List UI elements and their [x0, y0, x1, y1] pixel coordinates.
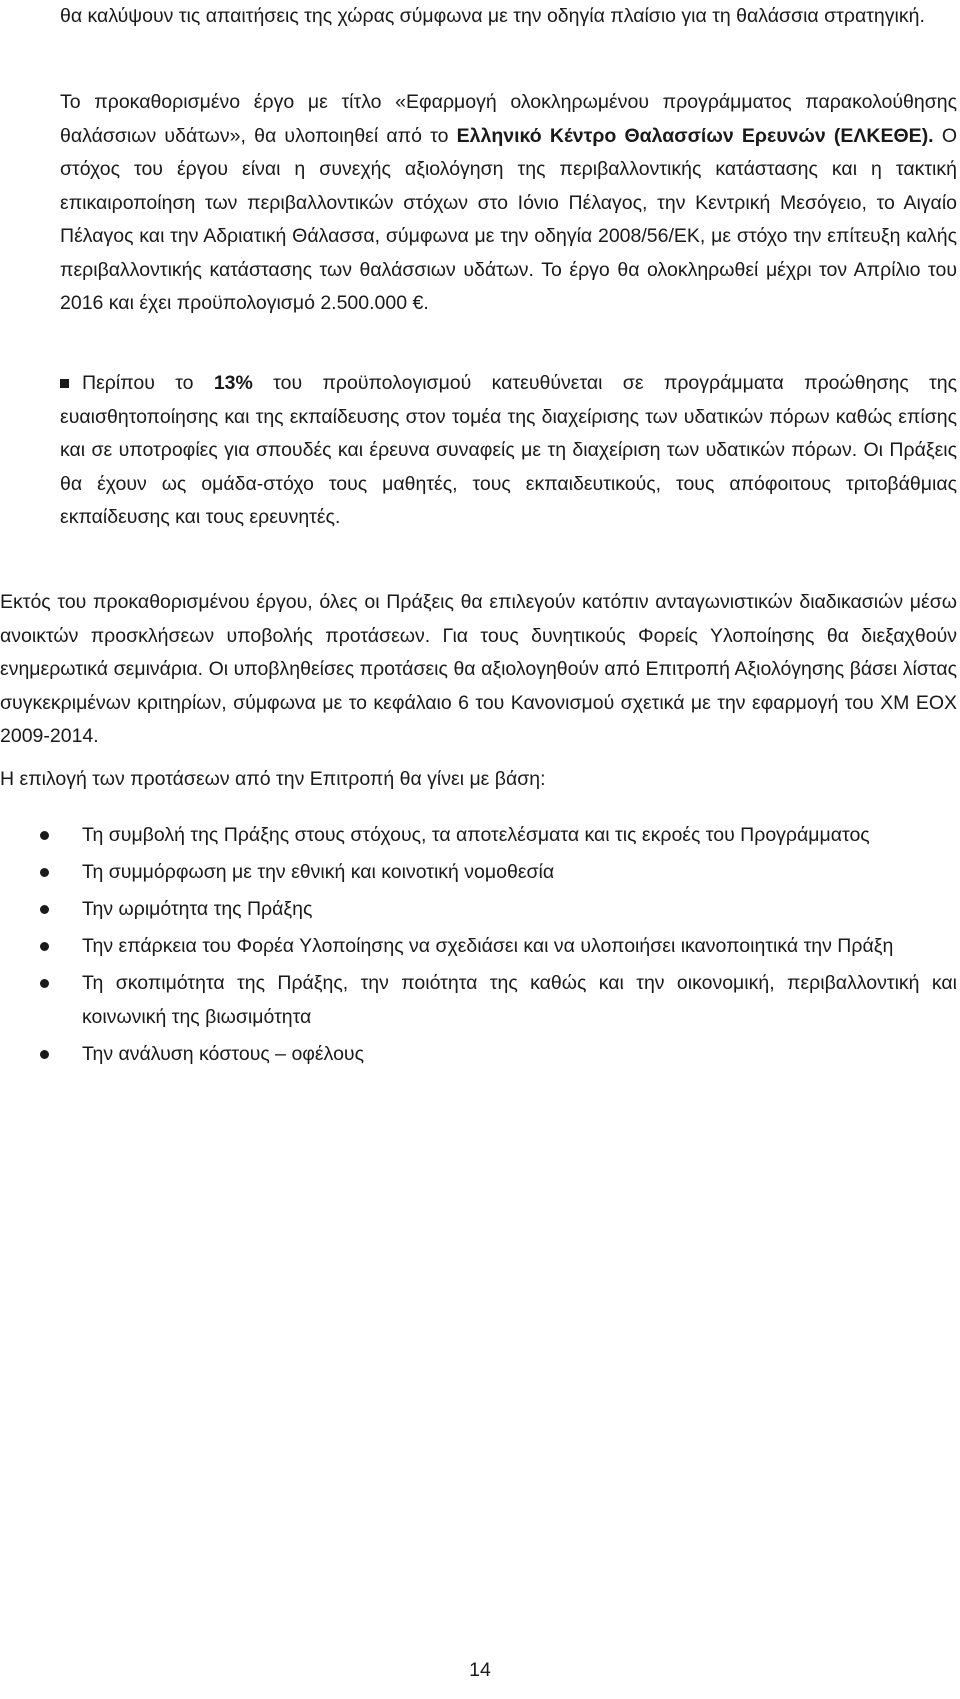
bullet-icon — [40, 979, 49, 988]
paragraph-continuation: θα καλύψουν τις απαιτήσεις της χώρας σύμφωνα με την οδηγία πλαίσιο για τη θαλάσσια στρατηγική. — [60, 5, 925, 27]
list-item: Τη συμβολή της Πράξης στους στόχους, τα αποτελέσματα και τις εκροές του Προγράμματος — [0, 818, 957, 852]
bullet-icon — [40, 868, 49, 877]
paragraph-calls: Εκτός του προκαθορισμένου έργου, όλες οι Πράξεις θα επιλεγούν κατόπιν ανταγωνιστικών διαδικασιών μέσω ανοικτών προσκλήσεων υποβολής προτάσεων. Για τους δυνητικούς Φορείς Υλοποίησης θα διεξαχθούν ενημερωτικά σεμινάρια. Οι υποβληθείσες προτάσεις θα αξιολογηθούν από Επιτροπή Αξιολόγησης βάσει λίστας συγκεκριμένων κριτηρίων, σύμφωνα με το κεφάλαιο 6 του Κανονισμού σχετικά με την εφαρμογή του ΧΜ ΕΟΧ 2009-2014. — [0, 591, 957, 747]
list-item: Τη σκοπιμότητα της Πράξης, την ποιότητα της καθώς και την οικονομική, περιβαλλοντική και κοινωνική της βιωσιμότητα — [0, 966, 957, 1034]
bullet-icon — [40, 831, 49, 840]
budget-percent: 13% — [213, 372, 253, 394]
bullet-icon — [40, 942, 49, 951]
square-bullet-icon — [60, 379, 69, 388]
page-number: 14 — [469, 1659, 491, 1681]
bullet-icon — [40, 1050, 49, 1059]
paragraph-text: Ο στόχος του έργου είναι η συνεχής αξιολόγηση της περιβαλλοντικής κατάστασης και η τακτική επικαιροποίηση των περιβαλλοντικών στόχων στο Ιόνιο Πέλαγος, την Κεντρική Μεσόγειο, το Αιγαίο Πέλαγος και την Αδριατική Θάλασσα, σύμφωνα με την οδηγία 2008/56/ΕΚ, με στόχο την επίτευξη καλής περιβαλλοντικής κατάστασης των θαλάσσιων υδάτων. Το έργο θα ολοκληρωθεί μέχρι τον Απρίλιο του 2016 και έχει προϋπολογισμό 2.500.000 €. — [60, 124, 957, 314]
paragraph-selection-intro: Η επιλογή των προτάσεων από την Επιτροπή θα γίνει με βάση: — [0, 768, 546, 790]
list-item: Την ωριμότητα της Πράξης — [0, 892, 957, 926]
list-item: Τη συμμόρφωση με την εθνική και κοινοτική νομοθεσία — [0, 855, 957, 889]
paragraph-text: Το προκαθορισμένο έργο με τίτλο «Εφαρμογή ολοκληρωμένου προγράμματος παρακολούθησης θαλάσσιων υδάτων», θα υλοποιηθεί από το — [60, 91, 957, 147]
sub-bullet-text: Περίπου το 13% του προϋπολογισμού κατευθύνεται σε προγράμματα προώθησης της ευαισθητοποίησης και της εκπαίδευσης στον τομέα της διαχείρισης των υδατικών πόρων καθώς επίσης και σε υποτροφίες για σπουδές και έρευνα συναφείς με τη διαχείριση των υδατικών πόρων. Οι Πράξεις θα έχουν ως ομάδα-στόχο τους μαθητές, τους εκπαιδευτικούς, τους απόφοιτους τριτοβάθμιας εκπαίδευσης και τους ερευνητές. — [60, 372, 957, 528]
bullet-icon — [40, 905, 49, 914]
list-item: Την επάρκεια του Φορέα Υλοποίησης να σχεδιάσει και να υλοποιήσει ικανοποιητικά την Πράξη — [0, 929, 957, 963]
list-item: Την ανάλυση κόστους – οφέλους — [0, 1037, 957, 1071]
criteria-list — [0, 818, 957, 1074]
paragraph-predefined-project — [60, 86, 957, 321]
organization-name: Ελληνικό Κέντρο Θαλασσίων Ερευνών (ΕΛΚΕΘΕ). — [456, 124, 934, 147]
sub-bullet-item — [60, 367, 957, 535]
